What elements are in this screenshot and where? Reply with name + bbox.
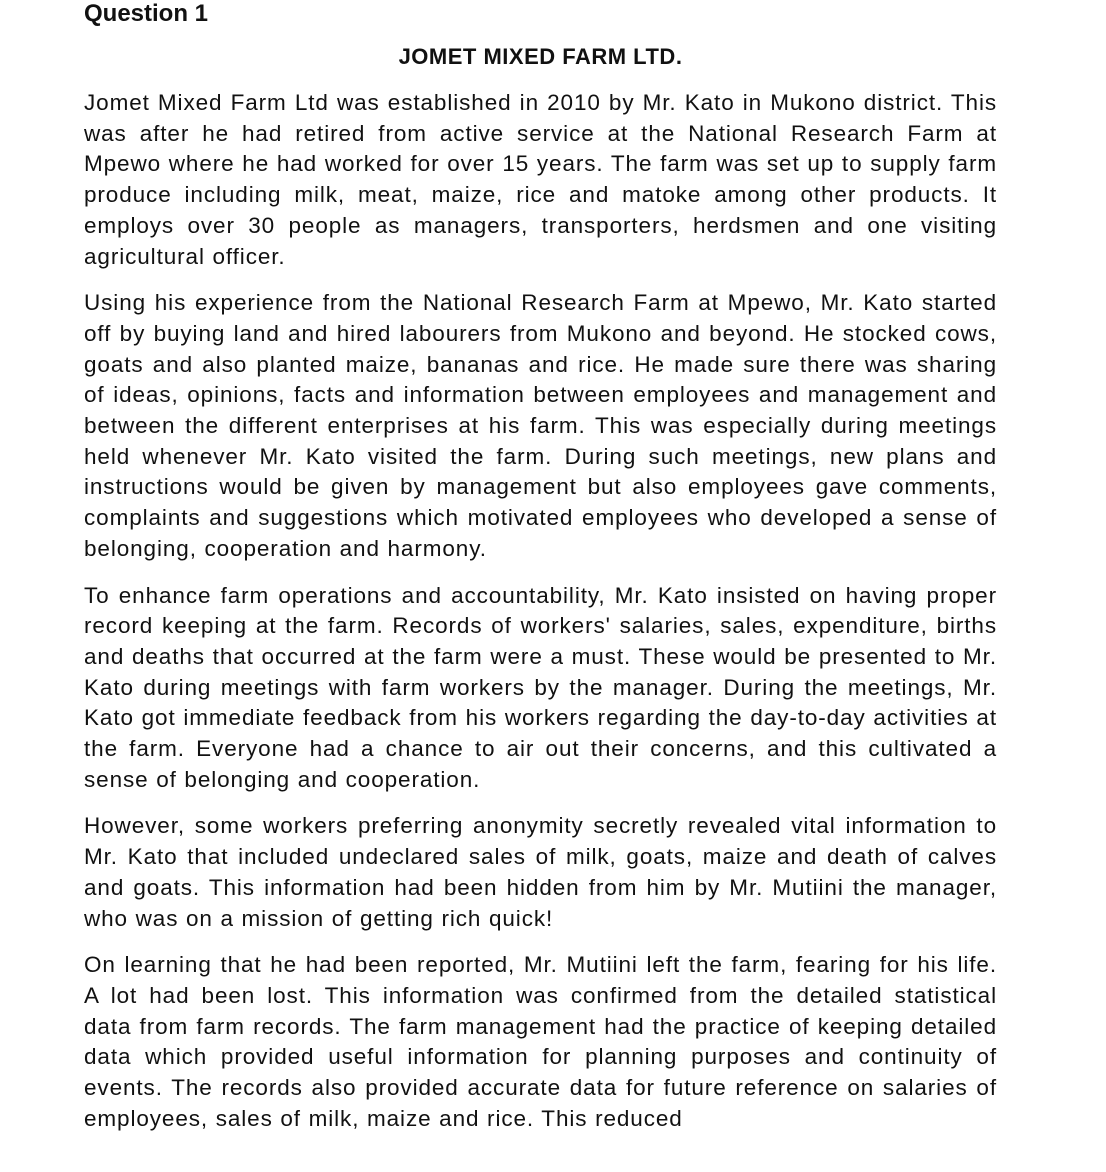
document-page <box>84 0 997 1135</box>
paragraph-5: On learning that he had been reported, Mr. Mutiini left the farm, fearing for his life. A lot had been lost. This information was confirmed from the detailed statistical data from farm records. The farm management had the practice of keeping detailed data which provided useful information for planning purposes and continuity of events. The records also provided accurate data for future reference on salaries of employees, sales of milk, maize and rice. This reduced <box>84 952 997 1131</box>
paragraph-2: Using his experience from the National Research Farm at Mpewo, Mr. Kato started off by buying land and hired labourers from Mukono and beyond. He stocked cows, goats and also planted maize, bananas and rice. He made sure there was sharing of ideas, opinions, facts and information between employees and management and between the different enterprises at his farm. This was especially during meetings held whenever Mr. Kato visited the farm. During such meetings, new plans and instructions would be given by management but also employees gave comments, complaints and suggestions which motivated employees who developed a sense of belonging, cooperation and harmony. <box>84 290 997 561</box>
document-title: JOMET MIXED FARM LTD. <box>398 44 683 69</box>
question-label: Question 1 <box>84 0 209 27</box>
paragraph-4: However, some workers preferring anonymity secretly revealed vital information to Mr. Kato that included undeclared sales of milk, goats, maize and death of calves and goats. This information had been hidden from him by Mr. Mutiini the manager, who was on a mission of getting rich quick! <box>84 813 997 931</box>
paragraph-1: Jomet Mixed Farm Ltd was established in 2010 by Mr. Kato in Mukono district. This was after he had retired from active service at the National Research Farm at Mpewo where he had worked for over 15 years. The farm was set up to supply farm produce including milk, meat, maize, rice and matoke among other products. It employs over 30 people as managers, transporters, herdsmen and one visiting agricultural officer. <box>84 90 997 269</box>
paragraph-3: To enhance farm operations and accountability, Mr. Kato insisted on having proper record keeping at the farm. Records of workers' salaries, sales, expenditure, births and deaths that occurred at the farm were a must. These would be presented to Mr. Kato during meetings with farm workers by the manager. During the meetings, Mr. Kato got immediate feedback from his workers regarding the day-to-day activities at the farm. Everyone had a chance to air out their concerns, and this cultivated a sense of belonging and cooperation. <box>84 582 997 792</box>
